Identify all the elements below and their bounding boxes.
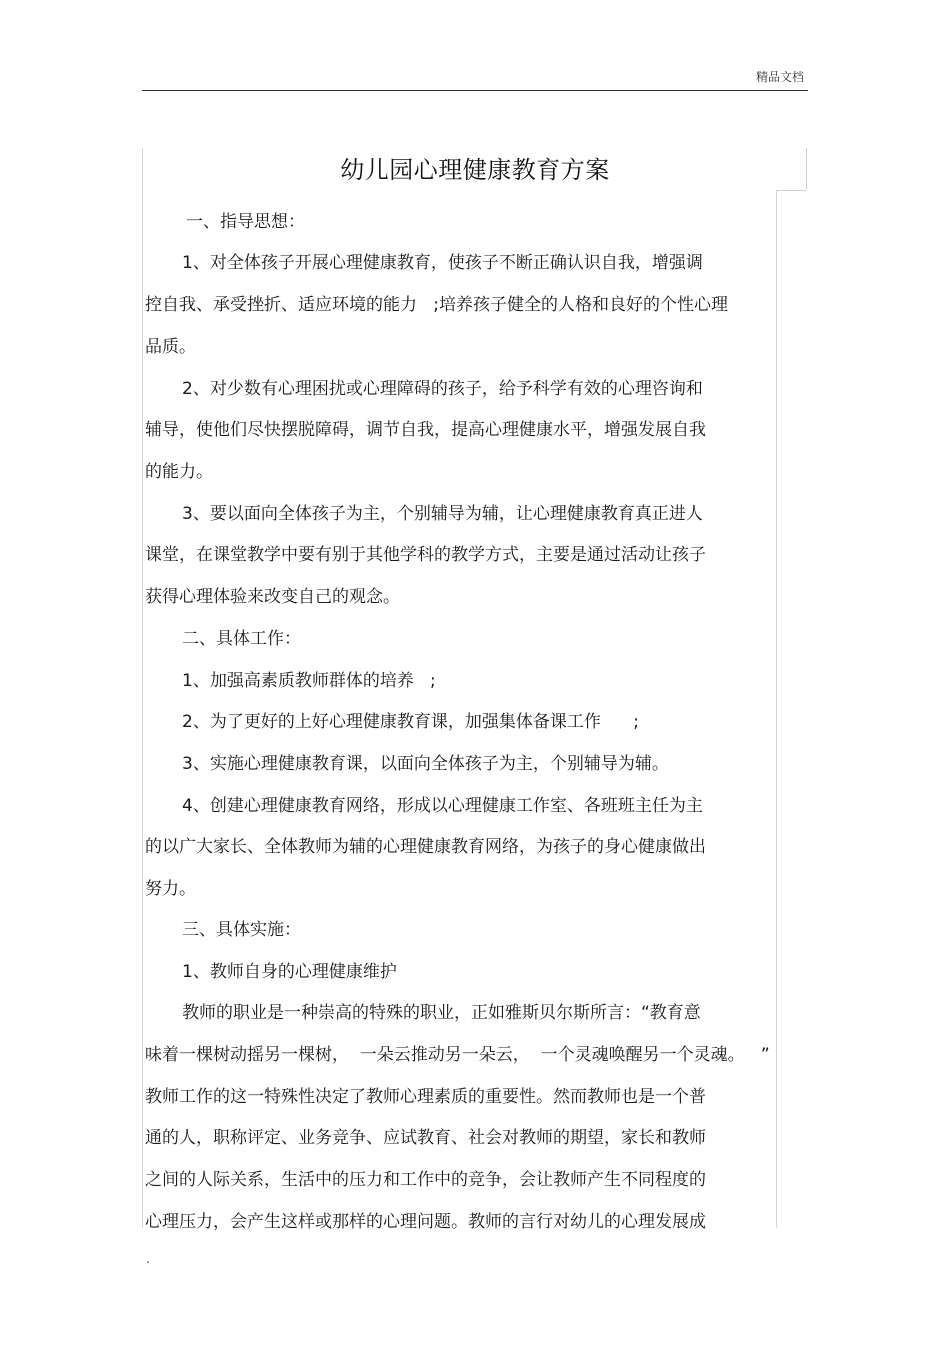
document-title: 幼儿园心理健康教育方案 bbox=[340, 156, 610, 184]
paragraph-line: 2、为了更好的上好心理健康教育课，加强集体备课工作 ; bbox=[182, 712, 639, 732]
paragraph-line: 的能力。 bbox=[145, 462, 213, 482]
section-heading-1: 一、指导思想： bbox=[186, 212, 305, 232]
paragraph-line: 味着一棵树动摇另一棵树， 一朵云推动另一朵云， 一个灵魂唤醒另一个灵魂。 ” bbox=[145, 1045, 770, 1065]
paragraph-line: 1、教师自身的心理健康维护 bbox=[182, 962, 397, 982]
section-heading-2: 二、具体工作： bbox=[182, 629, 301, 649]
paragraph-line: 心理压力，会产生这样或那样的心理问题。教师的言行对幼儿的心理发展成 bbox=[145, 1212, 706, 1232]
paragraph-line: 的以广大家长、全体教师为辅的心理健康教育网络，为孩子的身心健康做出 bbox=[145, 837, 706, 857]
paragraph-line: 教师工作的这一特殊性决定了教师心理素质的重要性。然而教师也是一个普 bbox=[145, 1087, 706, 1107]
paragraph-line: 努力。 bbox=[145, 879, 196, 899]
frame-left-border bbox=[142, 148, 143, 1228]
paragraph-line: 品质。 bbox=[145, 337, 196, 357]
footer-mark: . bbox=[146, 1252, 150, 1266]
section-heading-3: 三、具体实施： bbox=[182, 920, 301, 940]
paragraph-line: 控自我、承受挫折、适应环境的能力 ;培养孩子健全的人格和良好的个性心理 bbox=[145, 295, 728, 315]
paragraph-line: 之间的人际关系，生活中的压力和工作中的竞争，会让教师产生不同程度的 bbox=[145, 1170, 706, 1190]
paragraph-line: 课堂，在课堂教学中要有别于其他学科的教学方式，主要是通过活动让孩子 bbox=[145, 545, 706, 565]
paragraph-line: 1、对全体孩子开展心理健康教育，使孩子不断正确认识自我，增强调 bbox=[182, 253, 703, 273]
paragraph-line: 2、对少数有心理困扰或心理障碍的孩子，给予科学有效的心理咨询和 bbox=[182, 379, 703, 399]
frame-right-border bbox=[776, 190, 777, 1228]
paragraph-line: 3、实施心理健康教育课，以面向全体孩子为主，个别辅导为辅。 bbox=[182, 754, 669, 774]
paragraph-line: 4、创建心理健康教育网络，形成以心理健康工作室、各班班主任为主 bbox=[182, 796, 703, 816]
header-rule bbox=[142, 90, 808, 91]
paragraph-line: 通的人，职称评定、业务竞争、应试教育、社会对教师的期望，家长和教师 bbox=[145, 1128, 706, 1148]
paragraph-line: 1、加强高素质教师群体的培养 ; bbox=[182, 671, 436, 691]
frame-notch bbox=[776, 190, 806, 191]
paragraph-line: 辅导，使他们尽快摆脱障碍，调节自我，提高心理健康水平，增强发展自我 bbox=[145, 420, 706, 440]
paragraph-line: 获得心理体验来改变自己的观念。 bbox=[145, 587, 400, 607]
paragraph-line: 3、要以面向全体孩子为主，个别辅导为辅，让心理健康教育真正进人 bbox=[182, 504, 703, 524]
paragraph-line: 教师的职业是一种崇高的特殊的职业，正如雅斯贝尔斯所言：“教育意 bbox=[182, 1003, 701, 1023]
header-label: 精品文档 bbox=[755, 70, 804, 84]
